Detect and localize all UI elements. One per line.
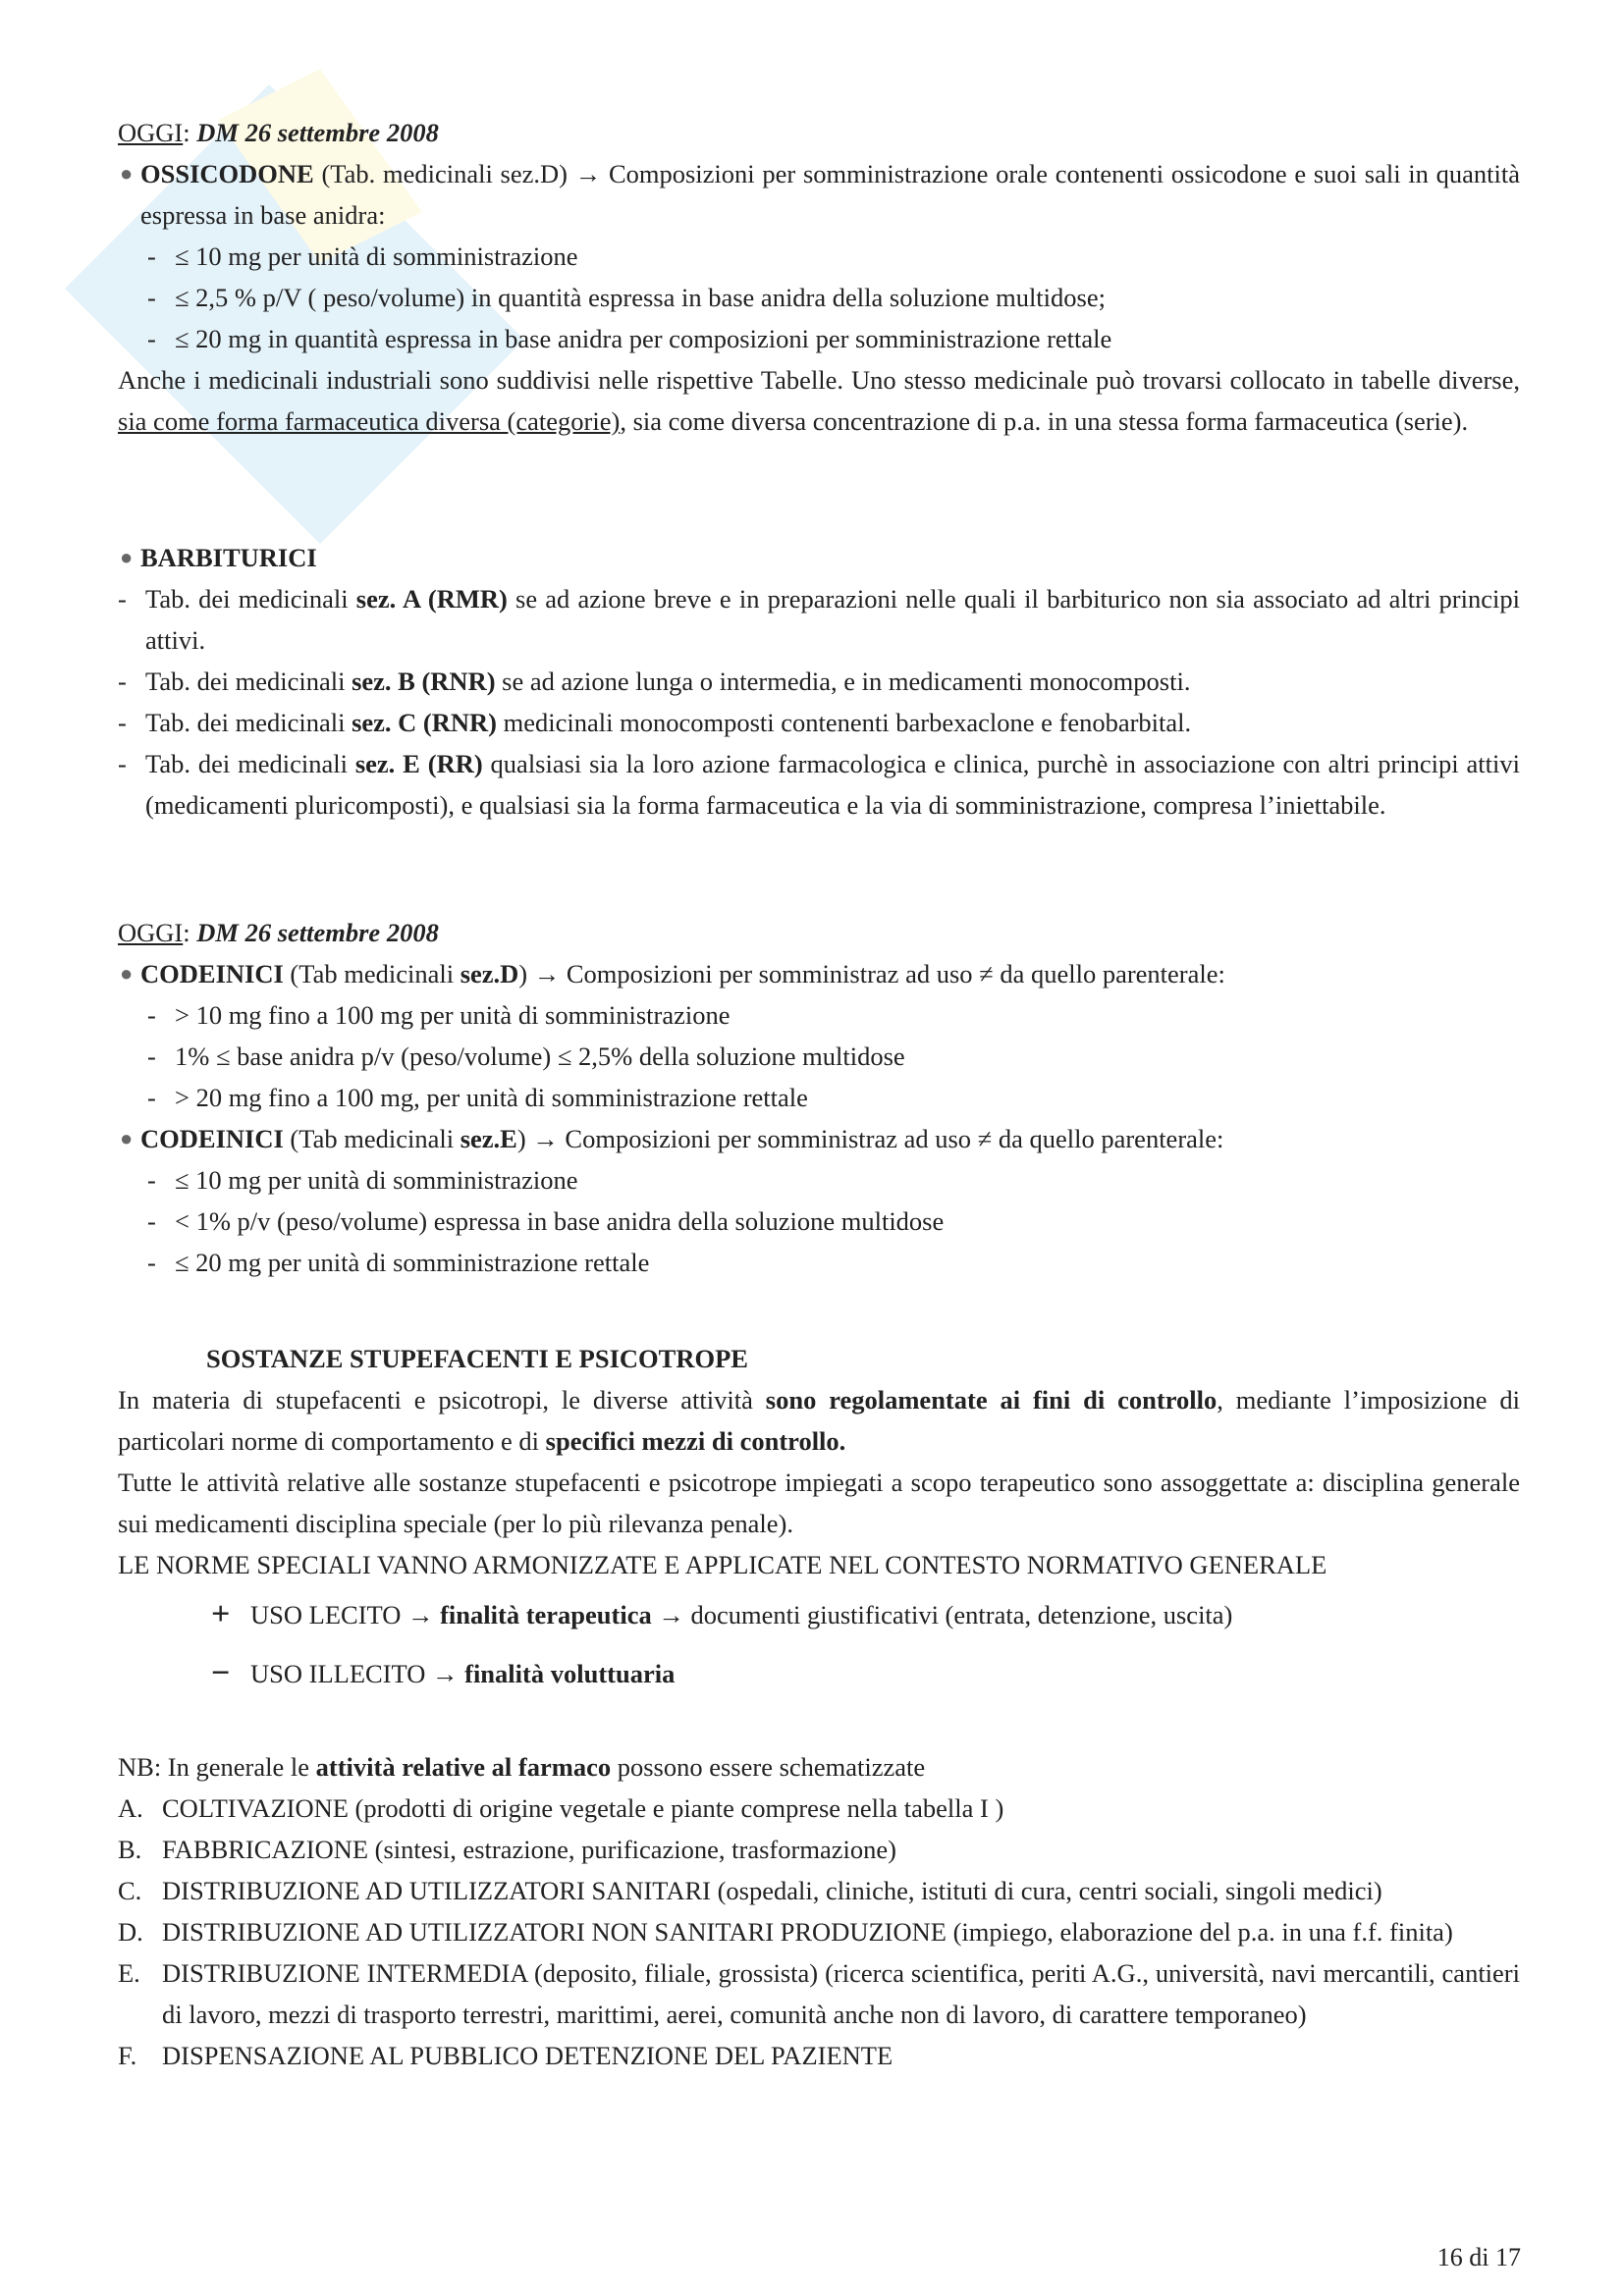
section-3 <box>118 912 1520 1283</box>
p-item <box>118 1746 1520 1788</box>
text-segment: ≤ 20 mg per unità di somministrazione rettale <box>175 1248 650 1277</box>
bullet-item <box>118 1118 1520 1159</box>
bullet-item <box>118 953 1520 994</box>
text-segment: NB: In generale le <box>118 1752 316 1782</box>
dash2-item <box>118 702 1520 743</box>
text-segment: finalità terapeutica <box>440 1600 652 1629</box>
text-segment: BARBITURICI <box>140 543 317 572</box>
dash-item <box>118 318 1520 359</box>
section-2 <box>118 537 1520 826</box>
text-segment: , mediante l’imposizione di particolari norme di comportamento e di <box>118 1385 1520 1456</box>
dash-marker: - <box>147 324 156 353</box>
bullet-icon: ● <box>120 1126 134 1150</box>
text-segment: (Tab medicinali <box>283 1124 460 1153</box>
list-marker: C. <box>118 1876 142 1905</box>
dash-item <box>118 1036 1520 1077</box>
text-segment: LE NORME SPECIALI VANNO ARMONIZZATE E APPLICATE NEL CONTESTO NORMATIVO GENERALE <box>118 1550 1327 1579</box>
dash-marker: - <box>147 283 156 312</box>
text-segment: USO LECITO → <box>250 1600 441 1629</box>
p-item <box>118 912 1520 953</box>
minus-icon: − <box>211 1655 231 1691</box>
list-item <box>118 1870 1520 1911</box>
list-marker: A. <box>118 1793 143 1823</box>
dash2-item <box>118 661 1520 702</box>
dash2-item <box>118 743 1520 826</box>
text-segment: sez. C (RNR) <box>352 708 497 737</box>
text-segment: ≤ 2,5 % p/V ( peso/volume) in quantità espressa in base anidra della soluzione multidose; <box>175 283 1106 312</box>
dash-marker: - <box>147 1248 156 1277</box>
text-segment: CODEINICI <box>140 1124 284 1153</box>
dash-item <box>118 1201 1520 1242</box>
text-segment: → documenti giustificativi (entrata, detenzione, uscita) <box>651 1600 1233 1629</box>
text-segment: DISTRIBUZIONE AD UTILIZZATORI NON SANITARI PRODUZIONE (impiego, elaborazione del p.a. in una f.f. finita) <box>162 1917 1453 1947</box>
text-segment: Tab. dei medicinali <box>145 667 352 696</box>
text-segment: sez.E <box>460 1124 517 1153</box>
text-segment: sia come forma farmaceutica diversa (categorie) <box>118 406 621 436</box>
p-item <box>118 359 1520 442</box>
text-segment: OGGI <box>118 918 184 947</box>
list-item <box>118 1952 1520 2035</box>
dash-item <box>118 236 1520 277</box>
text-segment: CODEINICI <box>140 959 284 988</box>
p-item <box>118 112 1520 153</box>
dash-marker: - <box>118 584 127 614</box>
text-segment: ≤ 10 mg per unità di somministrazione <box>175 1165 578 1195</box>
text-segment: SOSTANZE STUPEFACENTI E PSICOTROPE <box>206 1344 748 1373</box>
text-segment: ) → Composizioni per somministraz ad uso ≠ da quello parenterale: <box>516 1124 1224 1153</box>
dash-item <box>118 277 1520 318</box>
text-segment: Tab. dei medicinali <box>145 584 356 614</box>
text-segment: Anche i medicinali industriali sono suddivisi nelle rispettive Tabelle. Uno stesso medicinale può trovarsi collocato in tabelle diverse, <box>118 365 1520 395</box>
list-marker: B. <box>118 1835 142 1864</box>
text-segment: > 10 mg fino a 100 mg per unità di somministrazione <box>175 1000 731 1030</box>
text-segment: ≤ 10 mg per unità di somministrazione <box>175 241 578 271</box>
text-segment: OGGI <box>118 118 184 147</box>
dash-marker: - <box>118 667 127 696</box>
section-1 <box>118 112 1520 442</box>
dash2-item <box>118 578 1520 661</box>
text-segment: Tutte le attività relative alle sostanze stupefacenti e psicotrope impiegati a scopo terapeutico sono assoggettate a: disciplina generale sui medicamenti disciplina speciale (per lo più rilevanza penale). <box>118 1468 1520 1538</box>
p-item <box>118 1544 1520 1585</box>
text-segment: Tab. dei medicinali <box>145 749 355 778</box>
sign-item <box>118 1644 1520 1703</box>
list-item <box>118 1911 1520 1952</box>
section-heading <box>118 1338 1520 1379</box>
plus-icon: + <box>211 1596 231 1632</box>
text-segment: sez. B (RNR) <box>352 667 496 696</box>
text-segment: qualsiasi sia la loro azione farmacologica e clinica, purchè in associazione con altri principi attivi (medicamenti pluricomposti), e qualsiasi sia la forma farmaceutica e la via di somministrazione, compresa l’iniettabile. <box>145 749 1521 820</box>
bullet-item <box>118 537 1520 578</box>
text-segment: sono regolamentate ai fini di controllo <box>765 1385 1218 1415</box>
text-segment: sez.D <box>460 959 519 988</box>
text-segment: In materia di stupefacenti e psicotropi, le diverse attività <box>118 1385 766 1415</box>
text-segment: possono essere schematizzate <box>611 1752 926 1782</box>
text-segment: > 20 mg fino a 100 mg, per unità di somministrazione rettale <box>175 1083 808 1112</box>
sign-item <box>118 1585 1520 1644</box>
page-number: 16 di 17 <box>1436 2243 1521 2271</box>
dash-marker: - <box>147 1000 156 1030</box>
section-4 <box>118 1338 1520 1703</box>
dash-item <box>118 1242 1520 1283</box>
bullet-icon: ● <box>120 545 134 569</box>
text-segment: : <box>183 118 197 147</box>
text-segment: ≤ 20 mg in quantità espressa in base anidra per composizioni per somministrazione rettale <box>175 324 1112 353</box>
text-segment: Tab. dei medicinali <box>145 708 352 737</box>
text-segment: (Tab medicinali <box>283 959 460 988</box>
text-segment: attività relative al farmaco <box>315 1752 612 1782</box>
text-segment: DISPENSAZIONE AL PUBBLICO DETENZIONE DEL PAZIENTE <box>162 2041 893 2070</box>
text-segment: finalità voluttuaria <box>464 1659 676 1688</box>
section-5 <box>118 1746 1520 2076</box>
p-item <box>118 1379 1520 1462</box>
text-segment: se ad azione breve e in preparazioni nelle quali il barbiturico non sia associato ad altri principi attivi. <box>145 584 1520 655</box>
text-segment: OSSICODONE <box>140 159 314 188</box>
text-segment: sez. E (RR) <box>354 749 483 778</box>
dash-item <box>118 1077 1520 1118</box>
text-segment: , sia come diversa concentrazione di p.a. in una stessa forma farmaceutica (serie). <box>620 406 1469 436</box>
dash-marker: - <box>147 1041 156 1071</box>
dash-marker: - <box>118 708 127 737</box>
text-segment: DM 26 settembre 2008 <box>196 118 439 147</box>
text-segment: sez. A (RMR) <box>355 584 508 614</box>
bullet-icon: ● <box>120 161 134 186</box>
text-segment: COLTIVAZIONE (prodotti di origine vegetale e piante comprese nella tabella I ) <box>162 1793 1004 1823</box>
dash-marker: - <box>147 1206 156 1236</box>
text-segment: specifici mezzi di controllo. <box>545 1426 846 1456</box>
dash-marker: - <box>147 1165 156 1195</box>
list-item <box>118 1788 1520 1829</box>
list-item <box>118 2035 1520 2076</box>
bullet-icon: ● <box>120 961 134 986</box>
text-segment: DISTRIBUZIONE INTERMEDIA (deposito, filiale, grossista) (ricerca scientifica, periti A.G., università, navi mercantili, cantieri di lavoro, mezzi di trasporto terrestri, marittimi, aerei, comunità anche non di lavoro, di carattere temporaneo) <box>162 1958 1520 2029</box>
text-segment: medicinali monocomposti contenenti barbexaclone e fenobarbital. <box>497 708 1192 737</box>
dash-item <box>118 1159 1520 1201</box>
text-segment: ) → Composizioni per somministraz ad uso ≠ da quello parenterale: <box>518 959 1225 988</box>
text-segment: (Tab. medicinali sez.D) → Composizioni per somministrazione orale contenenti ossicodone e suoi sali in quantità espressa in base anidra: <box>140 159 1520 230</box>
bullet-item <box>118 153 1520 236</box>
text-segment: DISTRIBUZIONE AD UTILIZZATORI SANITARI (ospedali, cliniche, istituti di cura, centri sociali, singoli medici) <box>162 1876 1382 1905</box>
text-segment: DM 26 settembre 2008 <box>196 918 439 947</box>
list-marker: F. <box>118 2041 137 2070</box>
text-segment: < 1% p/v (peso/volume) espressa in base anidra della soluzione multidose <box>175 1206 945 1236</box>
dash-marker: - <box>147 1083 156 1112</box>
list-marker: E. <box>118 1958 140 1988</box>
list-marker: D. <box>118 1917 143 1947</box>
text-segment: FABBRICAZIONE (sintesi, estrazione, purificazione, trasformazione) <box>162 1835 896 1864</box>
text-segment: se ad azione lunga o intermedia, e in medicamenti monocomposti. <box>495 667 1191 696</box>
p-item <box>118 1462 1520 1544</box>
list-item <box>118 1829 1520 1870</box>
dash-item <box>118 994 1520 1036</box>
text-segment: USO ILLECITO → <box>250 1659 465 1688</box>
text-segment: 1% ≤ base anidra p/v (peso/volume) ≤ 2,5% della soluzione multidose <box>175 1041 905 1071</box>
dash-marker: - <box>118 749 127 778</box>
text-segment: : <box>183 918 197 947</box>
dash-marker: - <box>147 241 156 271</box>
